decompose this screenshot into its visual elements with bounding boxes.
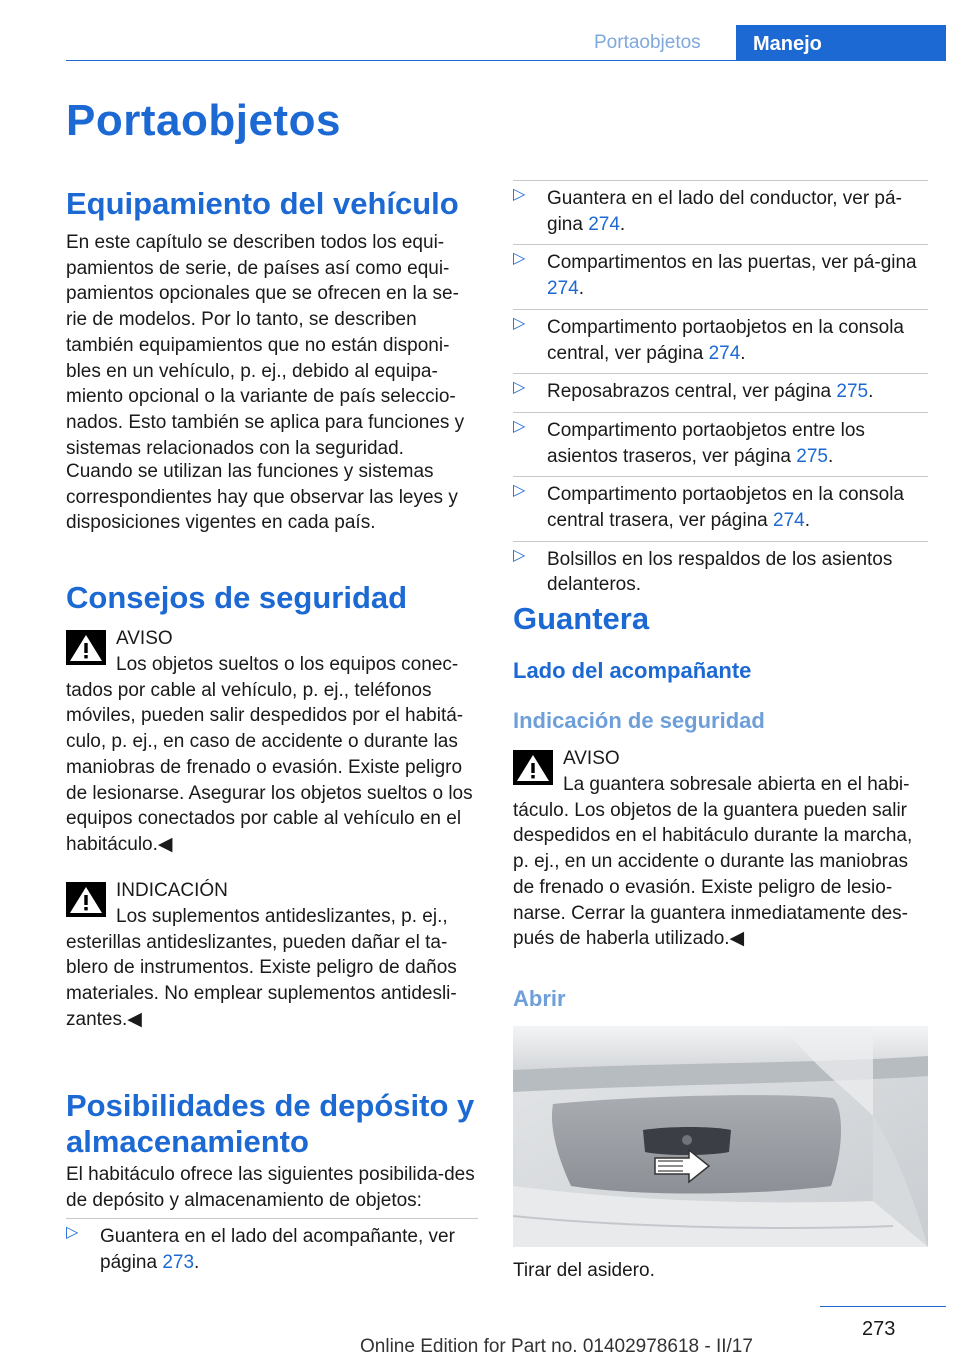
list-item: ▷ Compartimento portaobjetos en la consola central, ver página 274. xyxy=(513,309,928,366)
passenger-heading: Lado del acompañante xyxy=(513,658,752,683)
page-link[interactable]: 274 xyxy=(708,342,741,364)
safety-note-heading: Indicación de seguridad xyxy=(513,708,765,733)
storage-paragraph: El habitáculo ofrece las siguientes posibilida-des de depósito y almacenamiento de objetos: xyxy=(66,1164,475,1211)
equip-paragraph-2: Cuando se utilizan las funciones y sistemas correspondientes hay que observar las leyes y disposiciones vigentes en cada país. xyxy=(66,461,458,534)
bullet-triangle-icon: ▷ xyxy=(66,1224,79,1241)
notice-title: INDICACIÓN xyxy=(116,880,228,901)
glovebox-photo xyxy=(513,1026,928,1247)
bullet-triangle-icon: ▷ xyxy=(513,417,526,435)
page-link[interactable]: 274 xyxy=(547,278,579,300)
storage-heading: Posibilidades de depósito y almacenamiento xyxy=(66,1088,475,1159)
list-item: ▷ Reposabrazos central, ver página 275. xyxy=(513,373,928,405)
list-item: ▷ Compartimento portaobjetos entre los asientos traseros, ver página 275. xyxy=(513,412,928,469)
glovebox-heading: Guantera xyxy=(513,601,650,636)
storage-list-left xyxy=(66,1218,478,1275)
page-link[interactable]: 275 xyxy=(796,445,828,467)
notice-body: Los suplementos antideslizantes, p. ej., esterillas antideslizantes, pueden dañar el ta-blero de instrumentos. Existe peligro de daños materiales. No emplear suplementos antidesli-zantes.◀ xyxy=(66,906,457,1030)
header-tab: Manejo xyxy=(736,25,946,61)
page-link[interactable]: 274 xyxy=(773,510,805,532)
photo-caption: Tirar del asidero. xyxy=(513,1260,655,1281)
list-item: ▷ Compartimento portaobjetos en la consola central trasera, ver página 274. xyxy=(513,476,928,533)
header-section-label: Portaobjetos xyxy=(594,32,701,53)
equip-heading: Equipamiento del vehículo xyxy=(66,186,459,221)
bullet-triangle-icon: ▷ xyxy=(513,250,526,268)
safety-heading: Consejos de seguridad xyxy=(66,580,408,615)
warning-3-body: La guantera sobresale abierta en el habi-táculo. Los objetos de la guantera pueden salir despedidos en el habitáculo durante la marcha, p. ej., en un accidente o durante las maniobras de frenado o evasión. Existe peligro de lesio-narse. Cerrar la guantera inmediatamente des-pués de haberla utilizado.◀ xyxy=(513,774,913,950)
open-heading: Abrir xyxy=(513,986,566,1011)
list-item: ▷ Guantera en el lado del conductor, ver pá-gina 274. xyxy=(513,180,928,237)
page-link[interactable]: 275 xyxy=(836,381,869,403)
equip-paragraph: En este capítulo se describen todos los equi-pamientos de serie, de países así como equi-pamientos opcionales que se ofrecen en la se-rie de modelos. Por lo tanto, se describen también equipamientos que no están disponi-bles en un vehículo, p. ej., debido al equipa-miento opcional o la variante de país seleccio-nados. Esto también se aplica para funciones y sistemas relacionados con la seguridad. xyxy=(66,232,465,459)
storage-list-right xyxy=(513,180,928,598)
warning-1-body: Los objetos sueltos o los equipos conec-tados por cable al vehículo, p. ej., teléfonos móviles, pueden salir despedidos por el habitá-culo, p. ej., en caso de accidente o durante las maniobras de frenado o evasión. Existe peligro de lesionarse. Asegurar los objetos sueltos o los equipos conectados por cable al vehículo en el habitáculo.◀ xyxy=(66,654,473,855)
page-link[interactable]: 273 xyxy=(162,1251,195,1273)
page-number: 273 xyxy=(862,1318,896,1340)
bullet-triangle-icon: ▷ xyxy=(513,314,526,332)
glovebox-illustration xyxy=(513,1026,928,1247)
list-item: ▷ Guantera en el lado del acompañante, ver página 273. xyxy=(66,1218,478,1275)
warning-1-title: AVISO xyxy=(116,628,173,649)
bullet-triangle-icon: ▷ xyxy=(513,546,526,564)
bullet-triangle-icon: ▷ xyxy=(513,482,526,500)
bullet-triangle-icon: ▷ xyxy=(513,379,526,397)
edition-footer: Online Edition for Part no. 01402978618 - II/17 xyxy=(360,1336,753,1357)
warning-3-title: AVISO xyxy=(563,748,620,769)
page-title: Portaobjetos xyxy=(66,96,341,145)
list-item: ▷ Bolsillos en los respaldos de los asientos delanteros. xyxy=(513,541,928,598)
bullet-triangle-icon: ▷ xyxy=(513,186,526,203)
list-item: ▷ Compartimentos en las puertas, ver pá-gina 274. xyxy=(513,244,928,301)
page-link[interactable]: 274 xyxy=(588,213,620,235)
header-rule xyxy=(66,60,946,61)
footer-rule xyxy=(820,1306,946,1307)
